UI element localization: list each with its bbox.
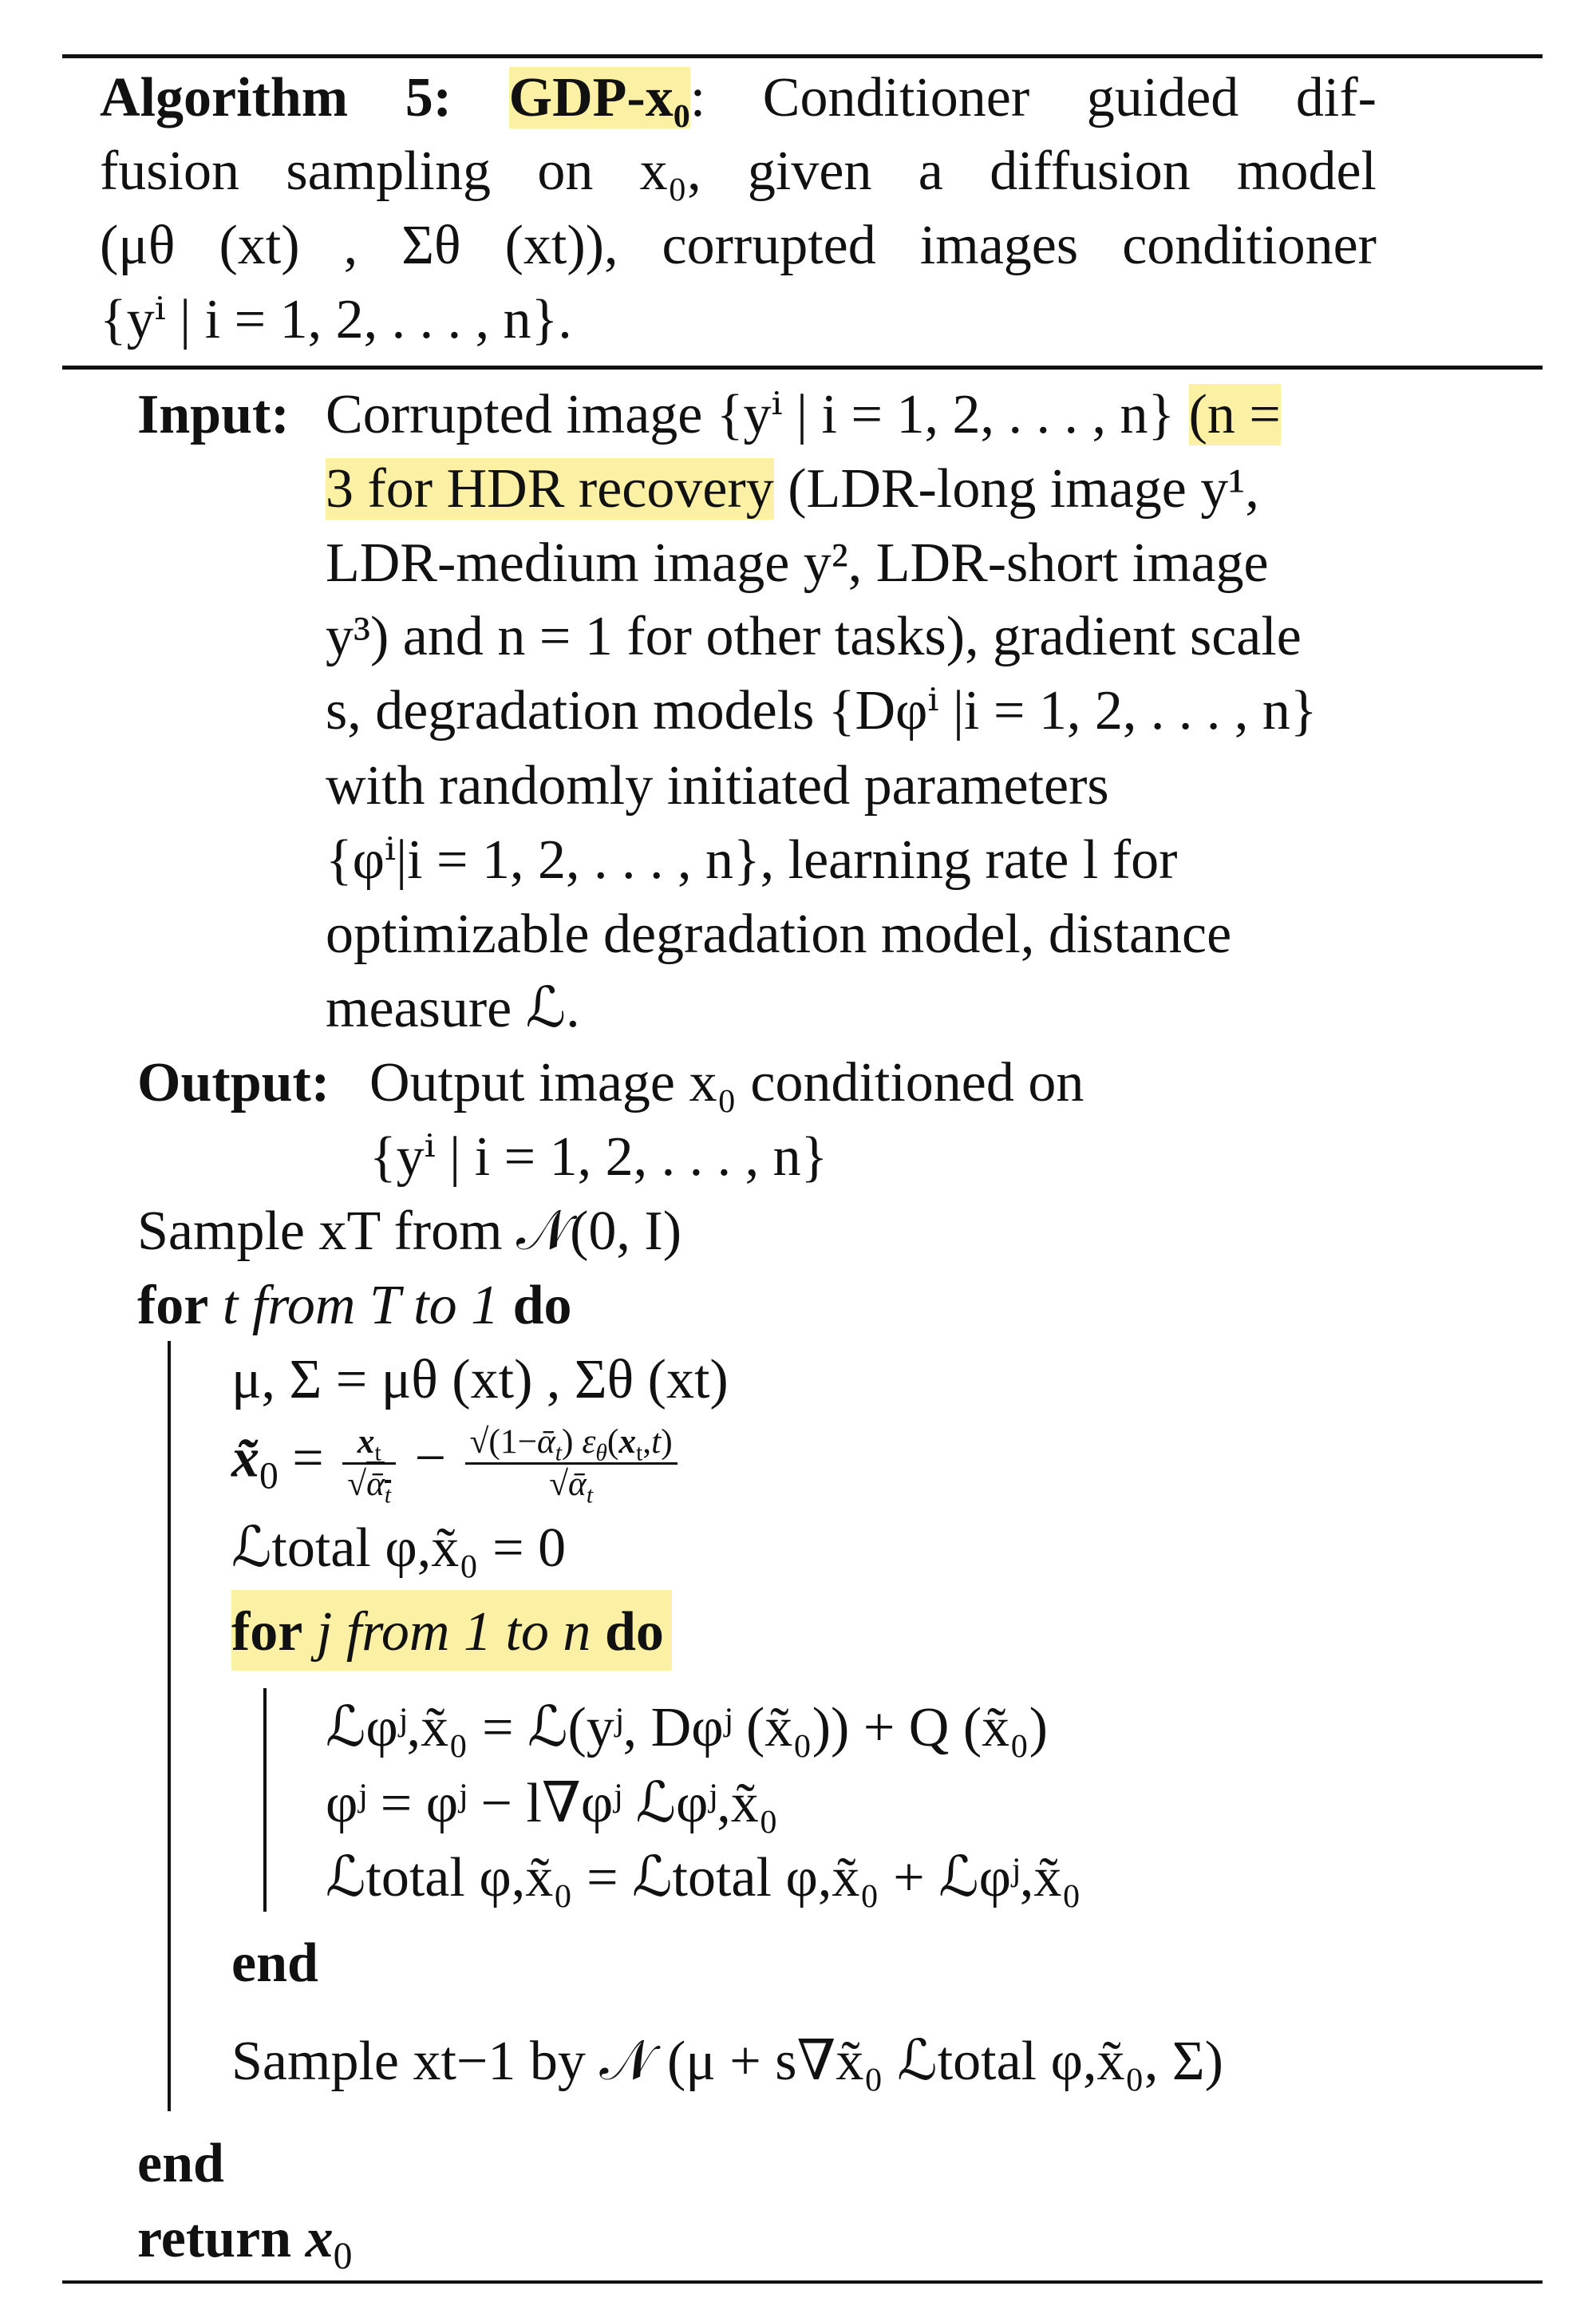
input-line7: {φⁱ|i = 1, 2, . . . , n}, learning rate l for [326,829,1178,891]
outer-loop-bar [168,1341,171,2111]
input-line6: with randomly initiated parameters [326,755,1109,817]
loss-total-step: ℒtotal φ,x̃₀ = ℒtotal φ,x̃₀ + ℒφʲ,x̃₀ [326,1847,1081,1908]
input-line1-highlight: (n = [1188,384,1281,445]
phi-update-step: φʲ = φʲ − l∇φʲ ℒφʲ,x̃₀ [326,1773,779,1834]
input-line2: (LDR-long image y¹, [788,458,1259,520]
x0-tilde-step: $x̃_0$ = $\frac{x_t}{√ᾱ_t}$ − $\frac{√(1-ᾱ_t) \varepsilon_\theta(x_t,t)}{√ᾱ_t}$ [231,1422,682,1505]
algorithm-label: Algorithm 5: [100,67,452,129]
input-line9: measure ℒ. [326,978,580,1039]
caption-line1: : Conditioner guided dif- [689,67,1377,129]
input-line4: y³) and n = 1 for other tasks), gradient scale [326,606,1302,667]
caption-line3: (μθ (xt) , Σθ (xt)), corrupted images conditioner [100,215,1377,276]
for-outer: for t from T to 1 do [137,1275,572,1336]
input-line3: LDR-medium image y², LDR-short image [326,532,1269,594]
end-outer: end [137,2133,224,2194]
bottom-rule [62,2280,1543,2284]
sample-init: Sample xT from 𝒩(0, I) [137,1200,682,1262]
mu-sigma-step: μ, Σ = μθ (xt) , Σθ (xt) [231,1349,729,1410]
caption-rule [62,366,1543,370]
caption-line4: {yⁱ | i = 1, 2, . . . , n}. [100,289,572,350]
input-line8: optimizable degradation model, distance [326,904,1232,965]
return-step: return $x_0$ [137,2208,353,2277]
output-line2: {yⁱ | i = 1, 2, . . . , n} [369,1126,828,1188]
algorithm-name: GDP-x₀ [508,67,690,129]
inner-loop-bar [263,1688,267,1912]
loss-j-step: ℒφʲ,x̃₀ = ℒ(yʲ, Dφʲ (x̃₀)) + Q (x̃₀) [326,1697,1048,1758]
output-label: Output: [137,1052,330,1113]
input-line5: s, degradation models {Dφⁱ |i = 1, 2, . . . , n} [326,680,1317,742]
sample-step: Sample xt−1 by 𝒩 (μ + s∇x̃₀ ℒtotal φ,x̃₀, Σ) [231,2031,1223,2092]
caption-line2: fusion sampling on x₀, given a diffusion model [100,140,1377,202]
top-rule [62,54,1543,58]
for-inner: for j from 1 to n do [231,1604,672,1660]
output-line1: Output image x₀ conditioned on [369,1052,1084,1113]
loss-init-step: ℒtotal φ,x̃₀ = 0 [231,1517,567,1579]
input-line2-highlight: 3 for HDR recovery [326,458,774,520]
input-line1: Corrupted image {yⁱ | i = 1, 2, . . . , n} [326,384,1175,445]
input-label: Input: [137,384,290,445]
end-inner: end [231,1932,318,1994]
